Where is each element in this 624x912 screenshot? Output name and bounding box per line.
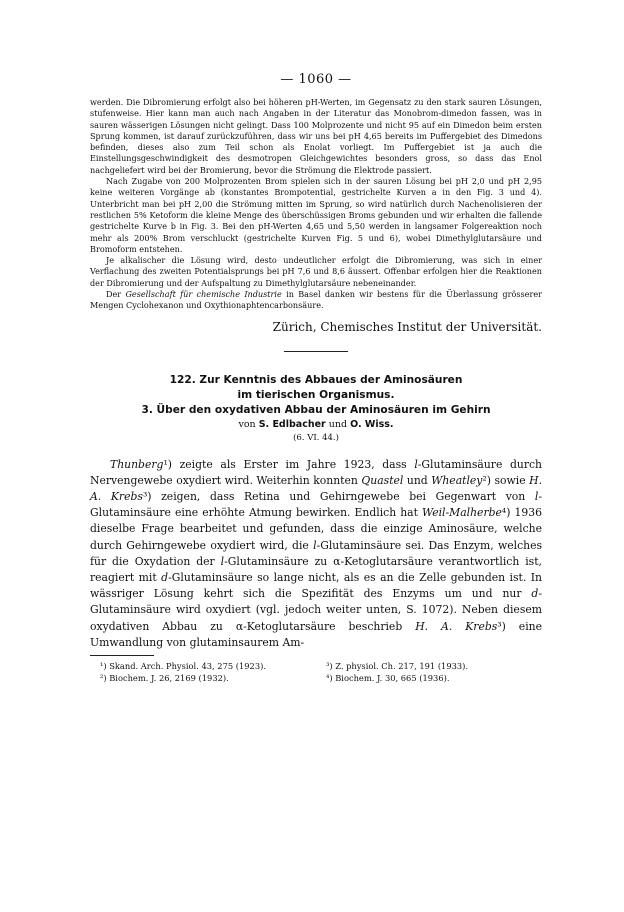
body-italic-run: Wheatley (431, 473, 483, 487)
body-italic-run: d (531, 587, 539, 601)
body-text-run: -Glutaminsäure durch Nervengewebe oxydiert wird. Weiterhin konnten (90, 457, 542, 487)
body-text-run: -Glutaminsäure eine erhöhte Atmung bewirken. Endlich hat (90, 490, 542, 520)
article-authors (90, 419, 542, 430)
footnotes (90, 661, 542, 684)
body-italic-run: d (161, 571, 169, 585)
footnote-2: ²) Biochem. J. 26, 2169 (1932). (100, 672, 229, 683)
article-date: (6. VI. 44.) (293, 432, 339, 443)
footnote-4: ⁴) Biochem. J. 30, 665 (1936). (326, 672, 450, 683)
body-italic-run: l (534, 490, 539, 504)
paragraph-2: Nach Zugabe von 200 Molprozenten Brom spielen sich in der sauren Lösung bei pH 2,0 und pH 2,95 keine weiteren Vorgänge ab (konstantes Brompotential, gestrichelte Kurven a in den Fig. 3 und 4). Unterbricht man bei pH 2,00 die Strömung mitten im Sprung, so wird natürlich durch Nachenolisieren der restlichen 5% Ketoform die kleine Menge des überschüssigen Broms gebunden und wir erhalten die fallende gestrichelte Kurve b in Fig. 3. Bei den pH-Werten 4,65 und 5,50 werden in langsamer Folgereaktion noch mehr als 200% Brom verschluckt (gestrichelte Kurven Fig. 5 und 6), wobei Dimethylglutarsäure und Bromoform entstehen. (90, 176, 542, 254)
body-italic-run: H. A. Krebs (415, 619, 498, 633)
body-italic-run: Thunberg (110, 457, 164, 471)
footnote-divider (90, 655, 154, 656)
page (90, 72, 542, 684)
body-italic-run: l (414, 457, 418, 471)
body-text-run: ⁴) 1936 dieselbe Frage bearbeitet und gefunden, dass die einzige Aminosäure, welche durch Gehirngewebe oxydiert wird, die (90, 506, 542, 552)
body-text-run: -Glutaminsäure sei. Das Enzym, welches für die Oxydation der (90, 538, 542, 568)
continued-paragraph: werden. Die Dibromierung erfolgt also bei höheren pH-Werten, im Gegensatz zu den stark sauren Lösungen, stufenweise. Hier kann man auch nach Angaben in der Literatur das Monobrom-dimedon fassen, was in sauren wässerigen Lösungen nicht gelingt. Dass 100 Molprozente und nicht 95 auf ein Dimedon beim ersten Sprung kommen, ist darauf zurückzuführen, dass wir uns bei pH 4,65 bereits im Puffergebiet des Dimedons befinden, dieses also zum Teil schon als Enolat vorliegt. Im Puffergebiet ist ja auch die Einstellungsgeschwindigkeit des desmotropen Gleichgewichtes besonders gross, so dass das Enol nachgeliefert wird bei der Bromierung, bevor die Strömung die Elektrode passiert. (90, 97, 542, 175)
body-text-run: ²) sowie (482, 473, 530, 487)
body-text-run: -Glutaminsäure so lange nicht, als es an die Zelle gebunden ist. In wässriger Lösung kehrt sich die Spezifität des Enzyms um und nur (90, 571, 542, 601)
ack-rest: in Basel danken wir bestens für die Überlassung grösserer Mengen Cyclohexanon und Oxythionaphtencarbonsäure. (90, 289, 542, 311)
ack-lead: Der (106, 289, 126, 300)
body-italic-run: H. A. Krebs (90, 473, 543, 504)
body-italic-run: Weil-Malherbe (422, 506, 502, 520)
ack-company: Gesellschaft für chemische Industrie (125, 289, 282, 300)
body-text-run: ³) eine Umwandlung von glutaminsaurem Am- (90, 619, 542, 649)
article-body (90, 457, 542, 651)
article-title-line3: 3. Über den oxydativen Abbau der Aminosäuren im Gehirn (141, 403, 491, 416)
body-text-run: ¹) zeigte als Erster im Jahre 1923, dass (163, 457, 415, 471)
paragraph-3: Je alkalischer die Lösung wird, desto undeutlicher erfolgt die Dibromierung, was sich in einer Verflachung des zweiten Potentialsprungs bei pH 7,6 und 8,6 äussert. Offenbar erfolgen hier die Reaktionen der Dibromierung und der Aufspaltung zu Dimethylglutarsäure nebeneinander. (90, 255, 542, 288)
body-text-run: und (403, 473, 432, 487)
authors-join: und (325, 418, 351, 430)
body-italic-run: Quastel (361, 473, 404, 487)
acknowledgement (90, 289, 542, 312)
footnote-1: ¹) Skand. Arch. Physiol. 43, 275 (1923). (100, 661, 266, 672)
section-divider (284, 351, 348, 352)
body-italic-run: l (313, 538, 317, 552)
author-2: O. Wiss. (350, 418, 394, 430)
body-italic-run: l (220, 554, 225, 568)
authors-prefix: von (238, 418, 259, 430)
article-title-line2: im tierischen Organismus. (237, 388, 395, 401)
author-1: S. Edlbacher (258, 418, 326, 430)
body-text-run: -Glutaminsäure wird oxydiert (vgl. jedoch weiter unten, S. 1072). Neben diesem oxydativen Abbau zu α-Ketoglutarsäure beschrieb (90, 587, 542, 633)
page-number: — 1060 — (280, 72, 352, 87)
institution-signature: Zürich, Chemisches Institut der Universität. (272, 319, 542, 334)
body-text-run: ³) zeigen, dass Retina und Gehirngewebe bei Gegenwart von (142, 490, 535, 504)
footnote-3: ³) Z. physiol. Ch. 217, 191 (1933). (326, 661, 469, 672)
body-text-run: -Glutaminsäure zu α-Ketoglutarsäure verantwortlich ist, reagiert mit (90, 554, 542, 585)
article-title-line1: 122. Zur Kenntnis des Abbaues der Aminosäuren (169, 373, 463, 386)
